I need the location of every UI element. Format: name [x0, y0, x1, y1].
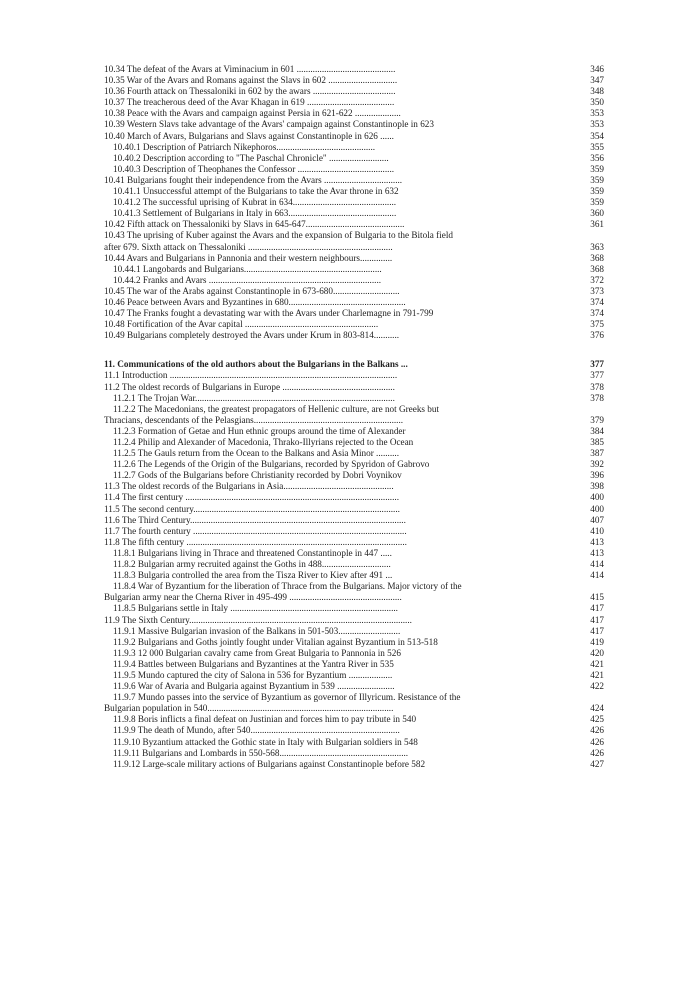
toc-entry: [104, 86, 604, 97]
toc-entry-title: 11.9.1 Massive Bulgarian invasion of the Balkans in 501-503...........................: [113, 625, 401, 636]
toc-entry-page: 413: [590, 547, 604, 558]
toc-entry: [104, 286, 604, 297]
toc-entry-title: 11.9.6 War of Avaria and Bulgaria against Byzantium in 539 .........................: [113, 681, 395, 692]
toc-entry: [104, 603, 604, 614]
toc-entry: [104, 319, 604, 330]
toc-entry-page: 373: [590, 285, 604, 296]
toc-entry-page: 426: [590, 736, 604, 747]
toc-entry-page: 359: [590, 174, 604, 185]
toc-entry: [104, 448, 604, 459]
toc-entry: [104, 559, 604, 570]
toc-entry-title: 11.9.4 Battles between Bulgarians and Byzantines at the Yantra River in 535: [113, 658, 394, 669]
toc-entry: [104, 459, 604, 470]
toc-entry-title: 11.8.1 Bulgarians living in Thrace and threatened Constantinople in 447 .....: [113, 547, 392, 558]
toc-entry-page: 421: [590, 658, 604, 669]
toc-entry: [104, 297, 604, 308]
toc-entry-title: 10.48 Fortification of the Avar capital ..........................................................: [104, 319, 379, 330]
toc-entry-title: 11.8 The fifth century ................................................................................................: [104, 536, 407, 547]
toc-entry-title: 10.41.2 The successful uprising of Kubrat in 634.............................................: [113, 197, 397, 208]
toc-entry-title: 11.1 Introduction ...................................................................................................: [104, 370, 398, 381]
toc-entry-page: 353: [590, 108, 604, 119]
toc-entry-title: 11.7 The fourth century .............................................................................................: [104, 525, 407, 536]
toc-entry-page: 375: [590, 319, 604, 330]
toc-entry-title: 10.41.1 Unsuccessful attempt of the Bulgarians to take the Avar throne in 632: [113, 186, 399, 197]
toc-entry-page: 392: [590, 459, 604, 470]
toc-entry: [104, 308, 604, 319]
toc-entry: [104, 725, 604, 736]
toc-entry-title: 11.2.1 The Trojan War.......................................................................................: [113, 392, 395, 403]
toc-entry: [104, 637, 604, 648]
toc-entry-page: 378: [590, 392, 604, 403]
toc-entry-title: 11.2.7 Gods of the Bulgarians before Christianity recorded by Dobri Voynikov: [113, 470, 402, 481]
toc-entry-title: 11.9.10 Byzantium attacked the Gothic state in Italy with Bulgarian soldiers in 548: [113, 736, 418, 747]
toc-entry-title: 11.2.3 Formation of Getae and Hun ethnic groups around the time of Alexander: [113, 425, 406, 436]
toc-entry-page: 361: [590, 219, 604, 230]
toc-entry-title: 11.8.5 Bulgarians settle in Italy .........................................................................: [113, 603, 398, 614]
toc-entry-page: 425: [590, 714, 604, 725]
toc-entry-title: 10.42 Fifth attack on Thessaloniki by Slavs in 645-647...........................................: [104, 219, 405, 230]
toc-entry-page: 426: [590, 725, 604, 736]
toc-entry-title: 11.2.2 The Macedonians, the greatest propagators of Hellenic culture, are not Greeks but: [113, 403, 440, 414]
toc-entry-title: 11.2.5 The Gauls return from the Ocean to the Balkans and Asia Minor ..........: [113, 448, 400, 459]
toc-entry-page: 400: [590, 492, 604, 503]
toc-entry-title: 11.9.7 Mundo passes into the service of Byzantium as governor of Illyricum. Resistance of the: [113, 692, 461, 703]
toc-entry-page: 374: [590, 308, 604, 319]
toc-entry: [104, 142, 604, 153]
toc-entry: [104, 737, 604, 748]
toc-entry: [104, 592, 604, 603]
toc-entry-page: 422: [590, 681, 604, 692]
toc-entry: [104, 615, 604, 626]
toc-entry-page: 415: [590, 592, 604, 603]
toc-entry-title: 11.9.11 Bulgarians and Lombards in 550-568........................................................: [113, 747, 409, 758]
toc-entry-page: 347: [590, 75, 604, 86]
toc-entry-title: 11.5 The second century..........................................................................................: [104, 503, 400, 514]
toc-entry-page: 359: [590, 186, 604, 197]
toc-entry-page: 426: [590, 747, 604, 758]
toc-entry-title: 11.9 The Sixth Century.................................................................................................: [104, 614, 412, 625]
toc-entry-title: 10.39 Western Slavs take advantage of the Avars' campaign against Constantinople in 623: [104, 119, 434, 130]
toc-entry-title: 10.37 The treacherous deed of the Avar Khagan in 619 ......................................: [104, 97, 395, 108]
toc-entry: [104, 714, 604, 725]
toc-entry-title: 11.9.9 The death of Mundo, after 540.................................................................: [113, 725, 400, 736]
toc-entry: [104, 108, 604, 119]
toc-entry-title: 10.47 The Franks fought a devastating war with the Avars under Charlemagne in 791-799: [104, 308, 434, 319]
toc-entry: [104, 415, 604, 426]
toc-entry-title: 10.46 Peace between Avars and Byzantines in 680...................................................: [104, 296, 406, 307]
section-gap: [104, 341, 604, 359]
toc-entry: [104, 75, 604, 86]
toc-entry-page: 385: [590, 437, 604, 447]
toc-entry-page: 360: [590, 208, 604, 219]
toc-entry-page: 374: [590, 296, 604, 307]
toc-entry-title: 10.44.1 Langobards and Bulgarians............................................................: [113, 263, 382, 274]
toc-entry: [104, 515, 604, 526]
toc-entry-title: 11.2.6 The Legends of the Origin of the Bulgarians, recorded by Spyridon of Gabrovo: [113, 459, 430, 470]
toc-entry-page: 355: [590, 141, 604, 152]
toc-entry-title: 11.4 The first century .............................................................................................: [104, 492, 399, 503]
toc-entry-page: 398: [590, 481, 604, 492]
toc-entry: [104, 253, 604, 264]
toc-entry: [104, 759, 604, 770]
toc-entry-page: 359: [590, 197, 604, 208]
toc-entry: [104, 186, 604, 197]
toc-entry-title: after 679. Sixth attack on Thessaloniki ...............................................................: [104, 241, 393, 252]
toc-entry: [104, 481, 604, 492]
toc-entry: [104, 703, 604, 714]
toc-entry: [104, 393, 604, 404]
toc-entry-title: Thracians, descendants of the Pelasgians.................................................................: [104, 414, 404, 425]
toc-entry: [104, 208, 604, 219]
toc-section-10: [104, 64, 604, 341]
toc-entry: [104, 197, 604, 208]
toc-entry: [104, 570, 604, 581]
toc-entry-page: 377: [590, 370, 604, 381]
toc-entry-page: 359: [590, 163, 604, 174]
toc-entry-page: 396: [590, 470, 604, 481]
toc-entry: [104, 164, 604, 175]
toc-entry: [104, 119, 604, 130]
toc-entry: [104, 330, 604, 341]
toc-entry-page: 387: [590, 448, 604, 459]
toc-entry-title: 11.6 The Third Century..............................................................................................: [104, 514, 406, 525]
toc-entry-title: 11. Communications of the old authors about the Bulgarians in the Balkans ...: [104, 359, 408, 370]
toc-entry-page: 368: [590, 252, 604, 263]
toc-entry-title: 11.3 The oldest records of the Bulgarians in Asia................................................: [104, 481, 394, 492]
toc-entry-title: 11.2.4 Philip and Alexander of Macedonia, Thrako-Illyrians rejected to the Ocean: [113, 437, 414, 447]
toc-entry-title: 10.36 Fourth attack on Thessaloniki in 602 by the awars ....................................: [104, 86, 396, 97]
toc-entry-page: 417: [590, 603, 604, 614]
toc-entry: [104, 230, 604, 241]
toc-entry-title: Bulgarian army near the Cherna River in 495-499 .................................................: [104, 592, 402, 603]
toc-entry: [104, 492, 604, 503]
toc-entry-title: 10.40.2 Description according to "The Paschal Chronicle" ..........................: [113, 152, 389, 163]
toc-entry: [104, 242, 604, 253]
toc-entry-page: 400: [590, 503, 604, 514]
toc-entry-title: 11.9.8 Boris inflicts a final defeat on Justinian and forces him to pay tribute in 540: [113, 714, 417, 725]
toc-entry-title: 11.8.3 Bulgaria controlled the area from the Tisza River to Kiev after 491 ...: [113, 570, 393, 581]
toc-entry-page: 354: [590, 130, 604, 141]
toc-entry: [104, 175, 604, 186]
toc-entry-title: 11.9.12 Large-scale military actions of Bulgarians against Constantinople before 582: [113, 758, 426, 769]
toc-entry: [104, 648, 604, 659]
toc-entry: [104, 131, 604, 142]
toc-entry-page: 414: [590, 559, 604, 570]
toc-section-11: [104, 359, 604, 769]
toc-entry-title: 11.8.4 War of Byzantium for the liberation of Thrace from the Bulgarians. Major victory of the: [113, 581, 462, 592]
toc-entry-page: 378: [590, 381, 604, 392]
toc-entry: [104, 219, 604, 230]
toc-entry: [104, 426, 604, 437]
toc-entry: [104, 659, 604, 670]
toc-entry: [104, 153, 604, 164]
toc-entry: [104, 97, 604, 108]
toc-entry: [104, 681, 604, 692]
toc-entry-title: 10.40.1 Description of Patriarch Nikephoros...........................................: [113, 141, 376, 152]
toc-entry: [104, 359, 604, 370]
toc-entry-page: 420: [590, 647, 604, 658]
toc-entry-page: 417: [590, 625, 604, 636]
toc-entry-page: 413: [590, 536, 604, 547]
toc-entry-page: 377: [590, 359, 604, 370]
toc-entry: [104, 370, 604, 381]
toc-entry: [104, 275, 604, 286]
toc-entry-page: 419: [590, 636, 604, 647]
toc-entry-page: 363: [590, 241, 604, 252]
toc-entry: [104, 548, 604, 559]
toc-entry-title: 10.35 War of the Avars and Romans against the Slavs in 602 ..............................: [104, 75, 398, 86]
toc-entry-page: 414: [590, 570, 604, 581]
toc-entry-title: 11.9.3 12 000 Bulgarian cavalry came from Great Bulgaria to Pannonia in 526: [113, 647, 401, 658]
toc-entry-title: 10.45 The war of the Arabs against Constantinople in 673-680.............................: [104, 285, 400, 296]
toc-entry-title: 10.49 Bulgarians completely destroyed the Avars under Krum in 803-814...........: [104, 330, 400, 341]
toc-entry-page: 368: [590, 263, 604, 274]
toc-entry: [104, 626, 604, 637]
toc-entry-page: 379: [590, 414, 604, 425]
toc-entry-page: 417: [590, 614, 604, 625]
table-of-contents: [104, 64, 604, 770]
toc-entry: [104, 670, 604, 681]
toc-entry-page: 346: [590, 64, 604, 74]
toc-entry-page: 407: [590, 514, 604, 525]
toc-entry: [104, 382, 604, 393]
toc-entry-page: 376: [590, 330, 604, 341]
toc-entry-title: 10.43 The uprising of Kuber against the Avars and the expansion of Bulgaria to the Bitola field: [104, 230, 453, 241]
toc-entry-title: 10.44 Avars and Bulgarians in Pannonia and their western neighbours..............: [104, 252, 393, 263]
toc-entry: [104, 748, 604, 759]
toc-entry: [104, 504, 604, 515]
toc-entry-page: 384: [590, 425, 604, 436]
toc-entry-title: 10.41 Bulgarians fought their independence from the Avars ..................................: [104, 174, 403, 185]
toc-entry-title: 11.9.5 Mundo captured the city of Salona in 536 for Byzantium ...................: [113, 669, 393, 680]
toc-entry-page: 421: [590, 669, 604, 680]
toc-entry-page: 372: [590, 274, 604, 285]
toc-entry-title: 10.38 Peace with the Avars and campaign against Persia in 621-622 ....................: [104, 108, 401, 119]
toc-entry-page: 424: [590, 703, 604, 714]
toc-entry-page: 410: [590, 525, 604, 536]
toc-entry: [104, 404, 604, 415]
toc-entry: [104, 437, 604, 448]
toc-entry-title: Bulgarian population in 540.................................................................................: [104, 703, 394, 714]
toc-entry: [104, 692, 604, 703]
toc-entry-title: 11.9.2 Bulgarians and Goths jointly fought under Vitalian against Byzantium in 513-518: [113, 636, 438, 647]
toc-entry-page: 353: [590, 119, 604, 130]
toc-entry-title: 10.40.3 Description of Theophanes the Confessor ..........................................: [113, 163, 395, 174]
toc-entry-title: 10.34 The defeat of the Avars at Viminacium in 601 ...........................................: [104, 64, 396, 74]
toc-entry-title: 10.44.2 Franks and Avars ...........................................................................: [113, 274, 382, 285]
toc-entry: [104, 470, 604, 481]
toc-entry-title: 10.40 March of Avars, Bulgarians and Slavs against Constantinople in 626 ......: [104, 130, 394, 141]
toc-entry-title: 11.8.2 Bulgarian army recruited against the Goths in 488..............................: [113, 559, 391, 570]
toc-entry-title: 10.41.3 Settlement of Bulgarians in Italy in 663...............................................: [113, 208, 397, 219]
toc-entry-page: 427: [590, 758, 604, 769]
toc-entry-page: 350: [590, 97, 604, 108]
toc-entry: [104, 264, 604, 275]
toc-entry: [104, 526, 604, 537]
toc-entry-page: 348: [590, 86, 604, 97]
toc-entry: [104, 581, 604, 592]
toc-entry: [104, 537, 604, 548]
toc-entry-page: 356: [590, 152, 604, 163]
toc-entry: [104, 64, 604, 75]
toc-entry-title: 11.2 The oldest records of Bulgarians in Europe .................................................: [104, 381, 395, 392]
